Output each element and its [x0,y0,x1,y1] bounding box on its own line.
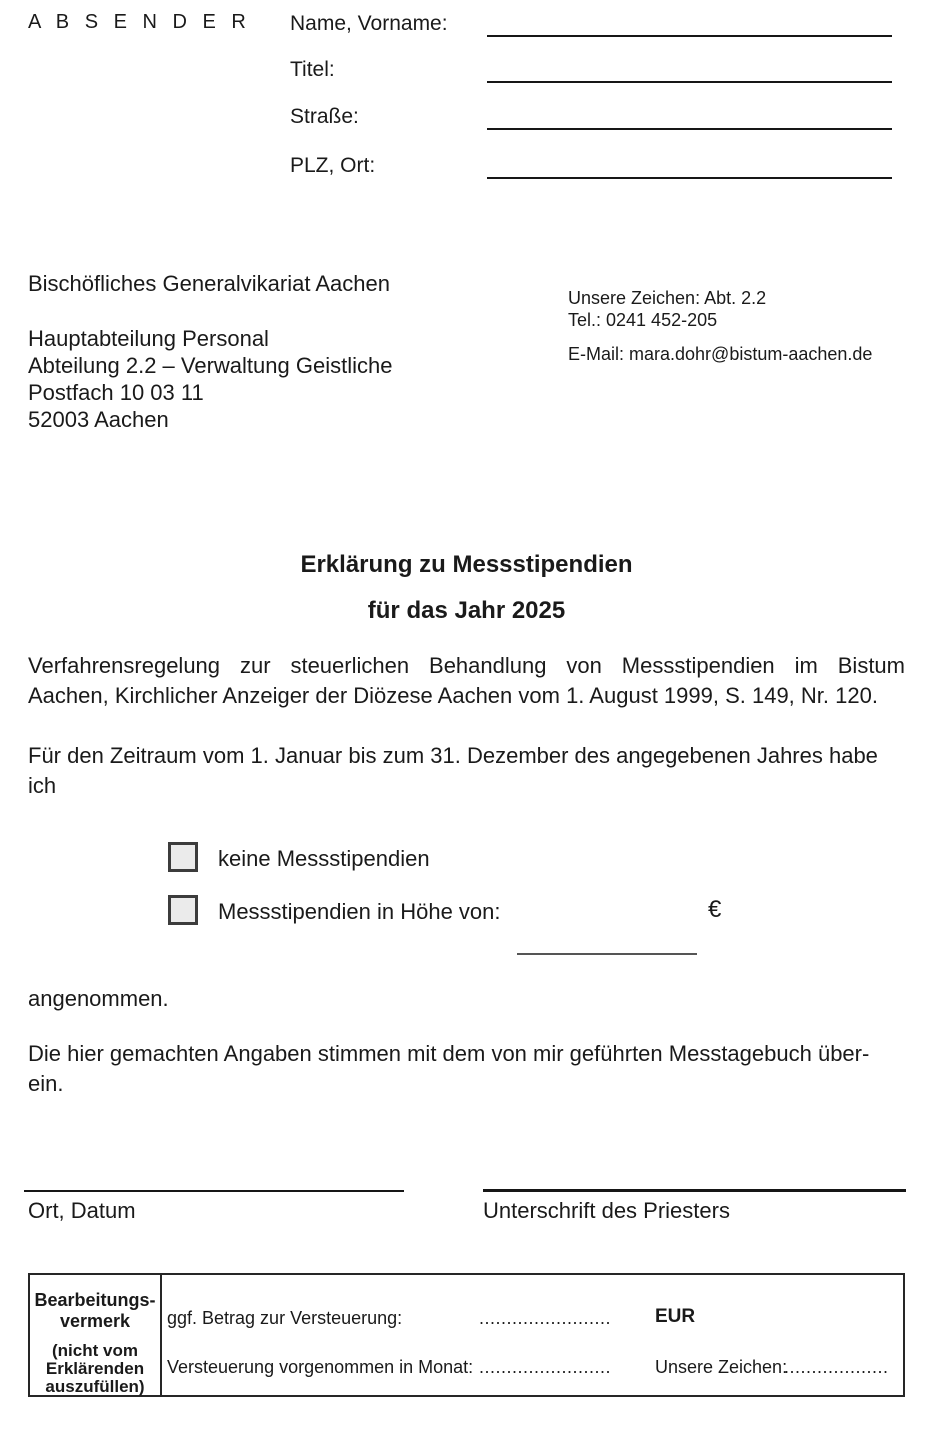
note-line-1: (nicht vom [52,1341,138,1360]
document-title-year: für das Jahr 2025 [367,597,566,624]
priester-signature-line[interactable] [483,1189,906,1192]
recipient-subdepartment: Abteilung 2.2 – Verwaltung Geistliche [28,353,393,378]
note-line-2: Erklärenden [45,1359,145,1378]
strasse-input-line[interactable] [487,128,892,130]
confirmation-line-1: Die hier gemachten Angaben stimmen mit dem von mir geführten Messtagebuch über- [28,1041,870,1066]
recipient-city: 52003 Aachen [28,407,169,432]
unsere-zeichen-dotted-field[interactable]: ................... [784,1357,889,1377]
unsere-zeichen-label: Unsere Zeichen: [655,1357,788,1377]
unterschrift-label: Unterschrift des Priesters [483,1198,730,1223]
checkbox-keine-messstipendien[interactable] [168,842,198,872]
period-line-2: ich [28,773,57,798]
processing-note-table [28,1273,905,1397]
recipient-organization: Bischöfliches Generalvikariat Aachen [28,271,390,296]
table-column-divider [160,1275,162,1395]
processing-table-header [30,1290,160,1332]
checkbox-messstipendien-hoehe[interactable] [168,895,198,925]
document-title: Erklärung zu Messstipendien [300,551,633,578]
confirmation-paragraph [28,1039,905,1099]
sender-field-row [0,12,945,52]
option-label-messstipendien-hoehe: Messstipendien in Höhe von: [218,899,501,924]
euro-currency-symbol: € [708,896,722,923]
sender-field-row [0,154,945,194]
plz-ort-input-line[interactable] [487,177,892,179]
header-line-1: Bearbeitungs- [34,1290,156,1310]
versteuerung-monat-label: Versteuerung vorgenommen in Monat: [167,1357,474,1377]
eur-unit-label: EUR [655,1306,696,1327]
confirmation-line-2: ein. [28,1071,64,1096]
regulation-line-1: Verfahrensregelung zur steuerlichen Behandlung von Messstipendien im Bistum [28,653,905,678]
header-line-2: vermerk [59,1311,131,1331]
titel-input-line[interactable] [487,81,892,83]
field-label-plz-ort: PLZ, Ort: [290,154,376,177]
period-line-1: Für den Zeitraum vom 1. Januar bis zum 31. Dezember des angegebenen Jahres habe [28,743,878,768]
accepted-text: angenommen. [28,986,169,1011]
recipient-department: Hauptabteilung Personal [28,326,269,351]
note-line-3: auszufüllen) [45,1377,145,1396]
recipient-address-block [28,325,392,433]
contact-email: E-Mail: mara.dohr@bistum-aachen.de [568,344,873,364]
ort-datum-signature-line[interactable] [24,1190,404,1192]
period-paragraph [28,741,905,801]
betrag-versteuerung-label: ggf. Betrag zur Versteuerung: [167,1308,403,1328]
processing-table-note [30,1342,160,1396]
amount-input-line[interactable] [517,953,697,955]
field-label-name-vorname: Name, Vorname: [290,12,448,35]
betrag-versteuerung-dotted-field[interactable]: ........................ [479,1308,612,1328]
regulation-paragraph [28,651,905,711]
recipient-postbox: Postfach 10 03 11 [28,380,204,405]
field-label-titel: Titel: [290,58,335,81]
contact-phone: Tel.: 0241 452-205 [568,310,718,330]
sender-field-row [0,58,945,98]
field-label-strasse: Straße: [290,105,359,128]
option-label-keine-messstipendien: keine Messstipendien [218,846,430,871]
sender-field-row [0,105,945,145]
contact-reference: Unsere Zeichen: Abt. 2.2 [568,288,767,308]
regulation-line-2: Aachen, Kirchlicher Anzeiger der Diözese Aachen vom 1. August 1999, S. 149, Nr. 120. [28,683,878,708]
ort-datum-label: Ort, Datum [28,1198,136,1223]
versteuerung-monat-dotted-field[interactable]: ........................ [479,1357,612,1377]
sender-section-heading: A B S E N D E R [28,11,251,33]
name-vorname-input-line[interactable] [487,35,892,37]
contact-block [568,287,766,331]
